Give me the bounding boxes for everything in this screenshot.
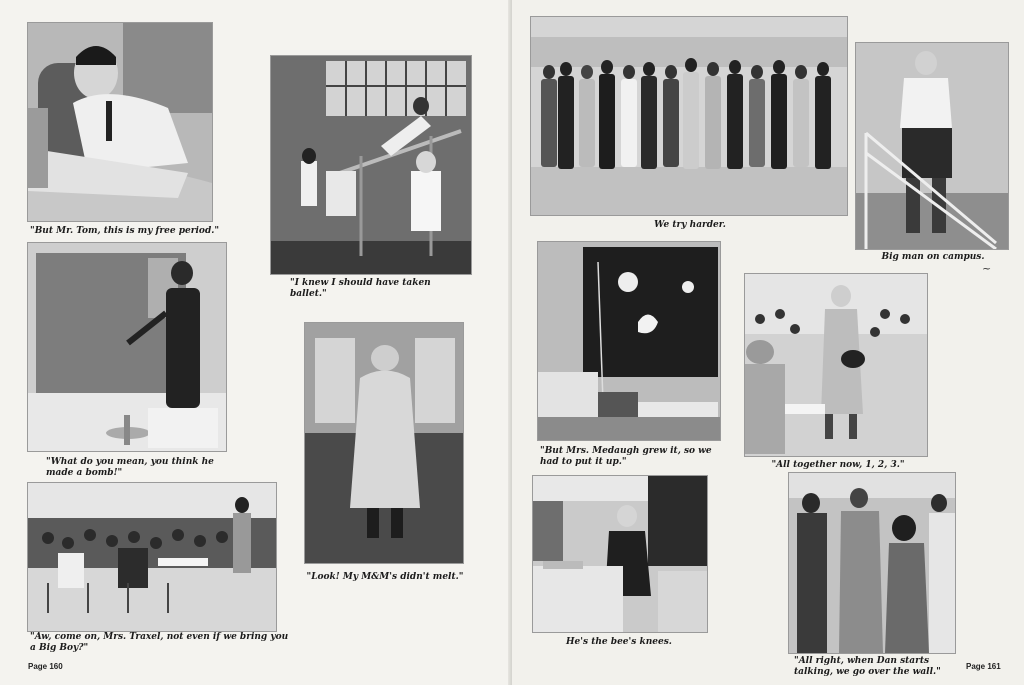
photo-big-man	[855, 42, 1009, 250]
caption-big-boy: "Aw, come on, Mrs. Traxel, not even if we bring you a Big Boy?"	[30, 632, 289, 653]
photo-all-together	[744, 273, 928, 457]
caption-free-period: "But Mr. Tom, this is my free period."	[30, 226, 220, 236]
photo-chalkboard-girl	[27, 242, 227, 452]
caption-bees-knees: He's the bee's knees.	[566, 637, 672, 647]
caption-ballet: "I knew I should have taken ballet."	[290, 278, 431, 299]
right-page	[512, 0, 1024, 685]
photo-holiday-board	[537, 241, 721, 441]
photo-cafeteria	[27, 482, 277, 632]
photo-group	[530, 16, 848, 216]
caption-bomb: "What do you mean, you think he made a bomb!"	[46, 457, 214, 478]
caption-try-harder: We try harder.	[654, 220, 726, 230]
caption-dan-talking: "All right, when Dan starts talking, we go over the wall."	[794, 656, 941, 677]
photo-bees-knees	[532, 475, 708, 633]
photo-crowd-wall	[788, 472, 956, 654]
page-number-left: Page 160	[28, 662, 63, 671]
photo-raincoat	[304, 322, 464, 564]
caption-all-together: "All together now, 1, 2, 3."	[771, 460, 905, 470]
handwriting-scribble: ~	[982, 262, 992, 275]
caption-big-man: Big man on campus.	[881, 252, 985, 262]
photo-gym-ballet	[270, 55, 472, 275]
caption-mm-melt: "Look! My M&M's didn't melt."	[306, 572, 464, 582]
photo-teacher-reclining	[27, 22, 213, 222]
caption-medaugh: "But Mrs. Medaugh grew it, so we had to put it up."	[540, 446, 712, 467]
page-number-right: Page 161	[966, 662, 1001, 671]
